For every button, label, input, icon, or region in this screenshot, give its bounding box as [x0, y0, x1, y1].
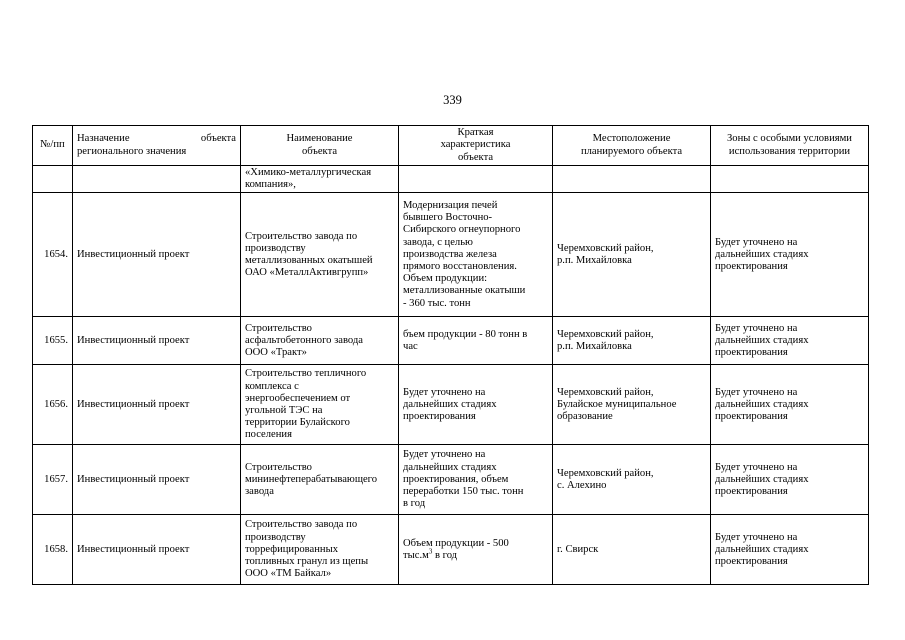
row-zones-line: Будет уточнено на	[715, 531, 798, 543]
row-loc-line: Черемховский район,	[557, 242, 654, 254]
row-char-line: проектирования	[403, 411, 476, 422]
row-char-line: Модернизация печей	[403, 199, 498, 211]
row-name-line: мининефтеперабатывающего	[245, 473, 378, 485]
row-loc-line: Булайское муниципальное	[557, 398, 677, 410]
row-zones-line: проектирования	[715, 556, 788, 567]
row-zones-line: проектирования	[715, 261, 788, 272]
row-num	[33, 166, 73, 193]
row-loc-line: р.п. Михайловка	[557, 254, 632, 266]
row-char-line: металлизованные окатыши	[403, 285, 526, 297]
row-char-line: Будет уточнено на	[403, 386, 486, 398]
page-number: 339	[443, 93, 462, 107]
row-loc-line: Черемховский район,	[557, 386, 654, 398]
header-characteristics	[399, 126, 553, 166]
row-char-line: Будет уточнено на	[403, 449, 486, 461]
row-loc-line: р.п. Михайловка	[557, 340, 632, 352]
row-location	[553, 317, 711, 365]
row-zones-line: дальнейших стадиях	[715, 334, 809, 346]
row-zones-line: проектирования	[715, 486, 788, 497]
row-name	[241, 317, 399, 365]
row-name-line: Строительство завода по	[245, 519, 358, 531]
row-characteristics	[399, 193, 553, 317]
header-purpose-word2: объекта	[200, 133, 236, 145]
row-char-line: переработки 150 тыс. тонн	[403, 486, 524, 497]
row-char-line: Сибирского огнеупорного	[403, 224, 521, 236]
cubic-superscript: 3	[428, 547, 433, 556]
row-name-line: Строительство	[245, 461, 312, 473]
row-num: 1656.	[33, 365, 73, 445]
row-name-line: металлизованных окатышей	[245, 254, 373, 266]
row-name	[241, 166, 399, 193]
row-char-text: тыс.м	[403, 549, 429, 561]
row-char-line: в год	[403, 498, 426, 510]
row-name-line: Строительство завода по	[245, 230, 358, 242]
header-char-line3: объекта	[457, 151, 494, 163]
row-zones-line: Будет уточнено на	[715, 386, 798, 398]
header-name	[241, 126, 399, 166]
row-zones-line: проектирования	[715, 347, 788, 358]
row-loc-line: Черемховский район,	[557, 328, 654, 340]
row-num: 1657.	[33, 445, 73, 515]
row-zones-line: Будет уточнено на	[715, 236, 798, 248]
row-name-line: ООО «ТМ Байкал»	[245, 568, 332, 580]
row-zones-line: дальнейших стадиях	[715, 398, 809, 410]
row-name-line: поселения	[245, 429, 292, 441]
row-loc-line: образование	[557, 411, 613, 422]
row-name-line: ООО «Тракт»	[245, 347, 307, 358]
row-characteristics	[399, 317, 553, 365]
header-loc-line1: Местоположение	[592, 133, 671, 145]
row-name-line: угольной ТЭС на	[245, 404, 323, 416]
row-zones	[711, 166, 869, 193]
row-zones-line: дальнейших стадиях	[715, 248, 809, 260]
row-char-line: бывшего Восточно-	[403, 212, 493, 224]
row-zones-line: Будет уточнено на	[715, 322, 798, 334]
header-zones-line2: использования территории	[728, 145, 851, 157]
row-name-line: производству	[245, 531, 306, 543]
header-purpose	[73, 126, 241, 166]
header-loc-line2: планируемого объекта	[580, 145, 683, 157]
row-name-line: асфальтобетонного завода	[245, 334, 363, 346]
row-loc-line: г. Свирск	[557, 543, 599, 555]
row-name-line: «Химико-металлургическая	[245, 167, 372, 178]
row-location	[553, 445, 711, 515]
row-char-line: дальнейших стадиях	[403, 461, 497, 473]
row-name	[241, 365, 399, 445]
row-purpose: Инвестиционный проект	[73, 365, 241, 445]
row-char-line: - 360 тыс. тонн	[403, 297, 471, 309]
table-row	[33, 445, 869, 515]
row-num: 1654.	[33, 193, 73, 317]
row-zones-line: проектирования	[715, 411, 788, 422]
row-char-line: час	[403, 340, 418, 352]
row-name-line: территории Булайского	[245, 417, 350, 429]
header-char-line2: характеристика	[440, 139, 511, 151]
row-purpose: Инвестиционный проект	[73, 193, 241, 317]
row-zones	[711, 193, 869, 317]
row-zones	[711, 445, 869, 515]
row-purpose: Инвестиционный проект	[73, 515, 241, 585]
row-name-line: топливных гранул из щепы	[245, 556, 369, 567]
header-char-line1: Краткая	[457, 127, 494, 139]
row-purpose: Инвестиционный проект	[73, 317, 241, 365]
header-num: №/пп	[33, 126, 73, 166]
row-name	[241, 193, 399, 317]
row-name-line: производству	[245, 242, 306, 254]
row-char-line: прямого восстановления.	[403, 261, 517, 272]
row-char-line: бъем продукции - 80 тонн в	[403, 328, 528, 340]
row-char-line: проектирования, объем	[403, 473, 509, 485]
row-name-line: комплекса с	[245, 380, 299, 392]
row-zones-line: дальнейших стадиях	[715, 473, 809, 485]
row-name-line: торрефицированных	[245, 543, 338, 555]
table-row	[33, 515, 869, 585]
row-loc-line: Черемховский район,	[557, 467, 654, 479]
row-num: 1658.	[33, 515, 73, 585]
row-name-line: Строительство	[245, 322, 312, 334]
header-name-line2: объекта	[301, 145, 338, 157]
row-char-line: завода, с целью	[403, 236, 473, 248]
table-row	[33, 365, 869, 445]
table-header-row	[33, 126, 869, 166]
row-location	[553, 515, 711, 585]
row-name-line: Строительство тепличного	[245, 368, 367, 380]
row-char-line: производства железа	[403, 248, 497, 260]
table-row	[33, 166, 869, 193]
row-name-line: завода	[245, 486, 274, 497]
row-char-line: Объем продукции - 500	[403, 537, 509, 549]
row-characteristics	[399, 445, 553, 515]
row-characteristics	[399, 166, 553, 193]
row-num: 1655.	[33, 317, 73, 365]
row-name	[241, 445, 399, 515]
header-purpose-word1: Назначение	[77, 133, 130, 145]
registry-table	[32, 125, 869, 585]
header-zones	[711, 126, 869, 166]
row-char-line: Объем продукции:	[403, 273, 488, 285]
row-zones	[711, 515, 869, 585]
row-name-line: энергообеспечением от	[245, 392, 351, 404]
row-char-line	[403, 547, 548, 562]
header-purpose-line2: регионального значения	[77, 145, 187, 157]
row-loc-line: с. Алехино	[557, 479, 607, 491]
row-name	[241, 515, 399, 585]
row-zones-line: дальнейших стадиях	[715, 543, 809, 555]
row-zones	[711, 317, 869, 365]
table-row	[33, 317, 869, 365]
row-zones-line: Будет уточнено на	[715, 461, 798, 473]
header-zones-line1: Зоны с особыми условиями	[727, 133, 852, 145]
row-location	[553, 193, 711, 317]
row-purpose	[73, 166, 241, 193]
row-characteristics	[399, 365, 553, 445]
row-characteristics	[399, 515, 553, 585]
header-name-line1: Наименование	[286, 133, 353, 145]
row-location	[553, 365, 711, 445]
row-name-line: компания»,	[245, 179, 296, 191]
row-char-text: в год	[432, 549, 458, 561]
row-char-line: дальнейших стадиях	[403, 398, 497, 410]
header-location	[553, 126, 711, 166]
table-row	[33, 193, 869, 317]
row-zones	[711, 365, 869, 445]
row-purpose: Инвестиционный проект	[73, 445, 241, 515]
row-location	[553, 166, 711, 193]
row-name-line: ОАО «МеталлАктивгрупп»	[245, 267, 369, 279]
